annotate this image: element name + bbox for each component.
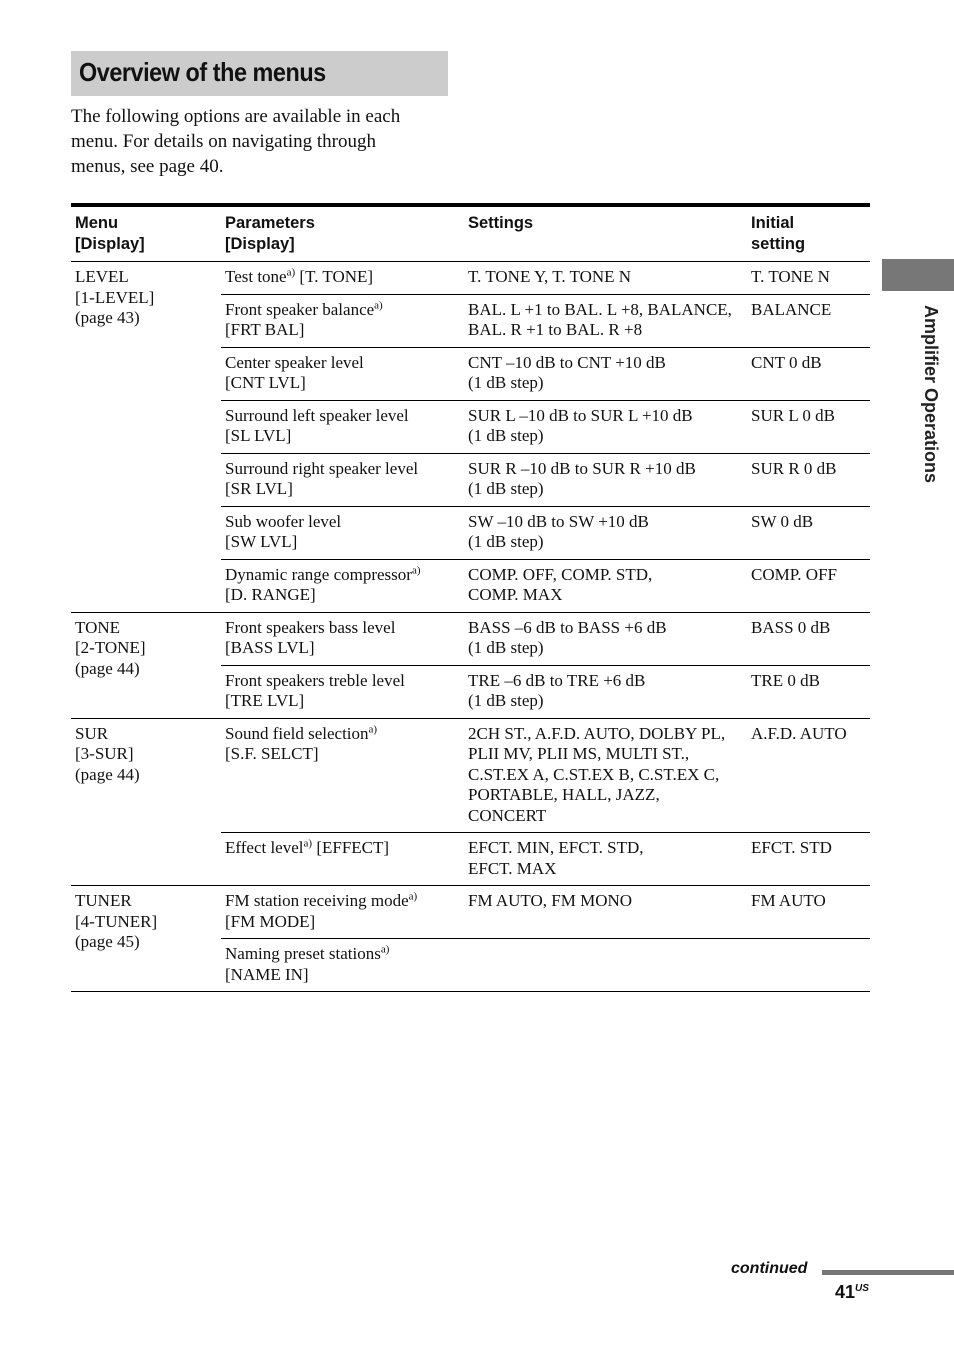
parameter-name: Sound field selection	[225, 723, 369, 743]
settings-line: (1 dB step)	[468, 426, 544, 445]
parameter-name-line	[225, 512, 460, 533]
settings-line: T. TONE Y, T. TONE N	[468, 267, 632, 286]
parameter-cell	[221, 886, 464, 939]
settings-cell	[464, 718, 747, 833]
initial-setting-cell	[747, 886, 870, 939]
parameter-name: Surround left speaker level	[225, 405, 409, 425]
initial-setting-value: SUR R 0 dB	[751, 458, 837, 478]
continued-label: continued	[731, 1260, 808, 1277]
menu-line: SUR	[75, 723, 109, 743]
initial-setting-value: CNT 0 dB	[751, 352, 822, 372]
parameter-name: Dynamic range compressor	[225, 564, 412, 584]
table-row	[71, 262, 870, 295]
menu-line: (page 44)	[75, 658, 140, 678]
initial-setting-cell	[747, 294, 870, 347]
page-number-suffix: US	[855, 1283, 869, 1294]
footnote-mark: a)	[411, 563, 421, 576]
section-tab-marker	[882, 259, 954, 291]
intro-line: The following options are available in each	[71, 106, 401, 127]
initial-setting-cell	[747, 506, 870, 559]
parameter-display: [BASS LVL]	[225, 638, 315, 657]
settings-line: SUR L –10 dB to SUR L +10 dB	[468, 405, 693, 425]
header-parameters-line: Parameters	[225, 214, 315, 232]
continued-bar	[822, 1270, 954, 1275]
menu-line: (page 44)	[75, 764, 140, 784]
header-parameters	[221, 205, 464, 262]
intro-line: menus, see page 40.	[71, 156, 224, 177]
parameter-display: [TRE LVL]	[225, 691, 305, 710]
initial-setting-value: BALANCE	[751, 299, 832, 319]
settings-line: (1 dB step)	[468, 691, 544, 710]
header-parameters-line: [Display]	[225, 235, 295, 253]
settings-line: (1 dB step)	[468, 532, 544, 551]
footnote-mark: a)	[374, 298, 383, 311]
menu-line: [2-TONE]	[75, 638, 146, 657]
settings-cell	[464, 453, 747, 506]
settings-cell	[464, 506, 747, 559]
initial-setting-cell	[747, 400, 870, 453]
table-row	[71, 612, 870, 665]
settings-line: C.ST.EX A, C.ST.EX B, C.ST.EX C,	[468, 764, 720, 784]
settings-line: CNT –10 dB to CNT +10 dB	[468, 352, 666, 372]
initial-setting-cell	[747, 453, 870, 506]
footnote-mark: a)	[408, 890, 418, 903]
parameter-name-line	[225, 300, 460, 321]
settings-line: (1 dB step)	[468, 638, 544, 657]
parameter-display: [CNT LVL]	[225, 373, 306, 392]
parameter-name-line	[225, 565, 460, 586]
parameter-name: Naming preset stations	[225, 944, 381, 963]
initial-setting-value: A.F.D. AUTO	[751, 723, 847, 743]
settings-line: PORTABLE, HALL, JAZZ,	[468, 785, 660, 804]
initial-setting-cell	[747, 833, 870, 886]
settings-cell	[464, 939, 747, 992]
footnote-mark: a)	[380, 943, 390, 956]
header-menu	[71, 205, 221, 262]
settings-cell	[464, 612, 747, 665]
settings-line: TRE –6 dB to TRE +6 dB	[468, 670, 646, 690]
initial-setting-value: SW 0 dB	[751, 511, 814, 531]
settings-cell	[464, 559, 747, 612]
parameter-name-line	[225, 267, 295, 286]
page-number-value: 41	[835, 1282, 856, 1302]
parameter-cell	[221, 294, 464, 347]
initial-setting-cell	[747, 612, 870, 665]
intro-paragraph	[71, 104, 451, 179]
initial-setting-value: T. TONE N	[751, 267, 830, 286]
header-menu-line: [Display]	[75, 235, 145, 253]
table-row	[71, 718, 870, 833]
settings-line: (1 dB step)	[468, 373, 544, 392]
menu-line: [3-SUR]	[75, 744, 134, 763]
initial-setting-cell	[747, 347, 870, 400]
menu-line: TUNER	[75, 891, 132, 910]
settings-line: EFCT. MAX	[468, 858, 557, 878]
initial-setting-cell	[747, 262, 870, 295]
menu-line: LEVEL	[75, 267, 129, 286]
settings-line: SUR R –10 dB to SUR R +10 dB	[468, 458, 696, 478]
settings-line: BAL. L +1 to BAL. L +8, BALANCE,	[468, 299, 732, 319]
parameter-name: Front speakers treble level	[225, 670, 405, 690]
menu-line: [1-LEVEL]	[75, 287, 155, 307]
parameter-display: [EFFECT]	[316, 838, 390, 857]
menu-line: TONE	[75, 617, 121, 637]
parameter-name-line	[225, 353, 460, 374]
parameter-cell	[221, 833, 464, 886]
settings-cell	[464, 347, 747, 400]
footnote-mark: a)	[368, 722, 378, 735]
header-initial-line: setting	[751, 235, 806, 253]
settings-line: (1 dB step)	[468, 479, 544, 498]
parameter-display: [S.F. SELCT]	[225, 744, 319, 763]
parameter-name-line	[225, 459, 460, 480]
parameter-name: Effect level	[225, 838, 304, 857]
initial-setting-value: EFCT. STD	[751, 838, 832, 857]
parameter-name-line	[225, 406, 460, 427]
settings-line: PLII MV, PLII MS, MULTI ST.,	[468, 744, 690, 763]
parameter-name: Test tone	[225, 267, 287, 286]
page-number	[835, 1282, 869, 1303]
parameter-name-line	[225, 838, 312, 857]
intro-line: menu. For details on navigating through	[71, 131, 377, 152]
settings-line: CONCERT	[468, 805, 547, 825]
menu-line: [4-TUNER]	[75, 911, 158, 931]
menu-cell	[71, 886, 221, 992]
settings-cell	[464, 833, 747, 886]
parameter-name-line	[225, 724, 460, 745]
initial-setting-value: SUR L 0 dB	[751, 405, 835, 425]
parameter-cell	[221, 400, 464, 453]
parameter-cell	[221, 559, 464, 612]
initial-setting-value: COMP. OFF	[751, 564, 837, 584]
parameter-name-line	[225, 944, 460, 965]
initial-setting-value: TRE 0 dB	[751, 670, 820, 690]
parameter-display: [T. TONE]	[299, 267, 374, 286]
initial-setting-value: FM AUTO	[751, 891, 826, 910]
parameter-cell	[221, 347, 464, 400]
header-menu-line: Menu	[75, 214, 119, 232]
parameter-display: [NAME IN]	[225, 964, 309, 984]
parameter-name: Front speakers bass level	[225, 617, 396, 637]
parameter-name: Sub woofer level	[225, 511, 342, 531]
settings-cell	[464, 262, 747, 295]
parameter-display: [SR LVL]	[225, 479, 293, 498]
menu-cell	[71, 262, 221, 613]
page-title: Overview of the menus	[79, 57, 326, 87]
parameter-name: Center speaker level	[225, 352, 364, 372]
header-settings-line: Settings	[468, 214, 534, 232]
settings-line: COMP. OFF, COMP. STD,	[468, 564, 653, 584]
header-initial-setting	[747, 205, 870, 262]
parameter-name: Surround right speaker level	[225, 458, 419, 478]
settings-line: FM AUTO, FM MONO	[468, 891, 633, 910]
initial-setting-cell	[747, 939, 870, 992]
parameter-display: [SW LVL]	[225, 532, 298, 551]
menu-cell	[71, 612, 221, 718]
parameter-display: [FM MODE]	[225, 911, 316, 931]
footnote-mark: a)	[286, 266, 296, 279]
footnote-mark: a)	[303, 837, 313, 850]
settings-line: BASS –6 dB to BASS +6 dB	[468, 617, 667, 637]
settings-cell	[464, 400, 747, 453]
parameter-display: [SL LVL]	[225, 426, 292, 445]
parameter-name-line	[225, 891, 460, 912]
header-initial-line: Initial	[751, 214, 795, 232]
menu-overview-table	[71, 203, 870, 992]
parameter-cell	[221, 939, 464, 992]
parameter-cell	[221, 665, 464, 718]
parameter-display: [D. RANGE]	[225, 585, 316, 604]
settings-cell	[464, 886, 747, 939]
parameter-name: Front speaker balance	[225, 299, 375, 319]
initial-setting-cell	[747, 718, 870, 833]
table-header-row	[71, 205, 870, 262]
parameter-name-line	[225, 671, 460, 692]
initial-setting-value: BASS 0 dB	[751, 617, 831, 637]
menu-line: (page 45)	[75, 932, 140, 951]
initial-setting-cell	[747, 559, 870, 612]
section-title-bar	[71, 51, 448, 96]
settings-line: COMP. MAX	[468, 585, 563, 604]
section-side-label: Amplifier Operations	[921, 305, 941, 484]
menu-cell	[71, 718, 221, 886]
settings-line: 2CH ST., A.F.D. AUTO, DOLBY PL,	[468, 723, 726, 743]
parameter-display: [FRT BAL]	[225, 320, 305, 339]
parameter-name: FM station receiving mode	[225, 891, 409, 910]
parameter-cell	[221, 612, 464, 665]
header-settings	[464, 205, 747, 262]
parameter-cell	[221, 453, 464, 506]
settings-cell	[464, 294, 747, 347]
parameter-cell	[221, 262, 464, 295]
settings-line: BAL. R +1 to BAL. R +8	[468, 320, 643, 339]
parameter-name-line	[225, 618, 460, 639]
menu-line: (page 43)	[75, 308, 140, 327]
settings-line: SW –10 dB to SW +10 dB	[468, 511, 649, 531]
initial-setting-cell	[747, 665, 870, 718]
table-row	[71, 886, 870, 939]
settings-cell	[464, 665, 747, 718]
parameter-cell	[221, 718, 464, 833]
settings-line: EFCT. MIN, EFCT. STD,	[468, 838, 644, 857]
table-body	[71, 262, 870, 992]
parameter-cell	[221, 506, 464, 559]
